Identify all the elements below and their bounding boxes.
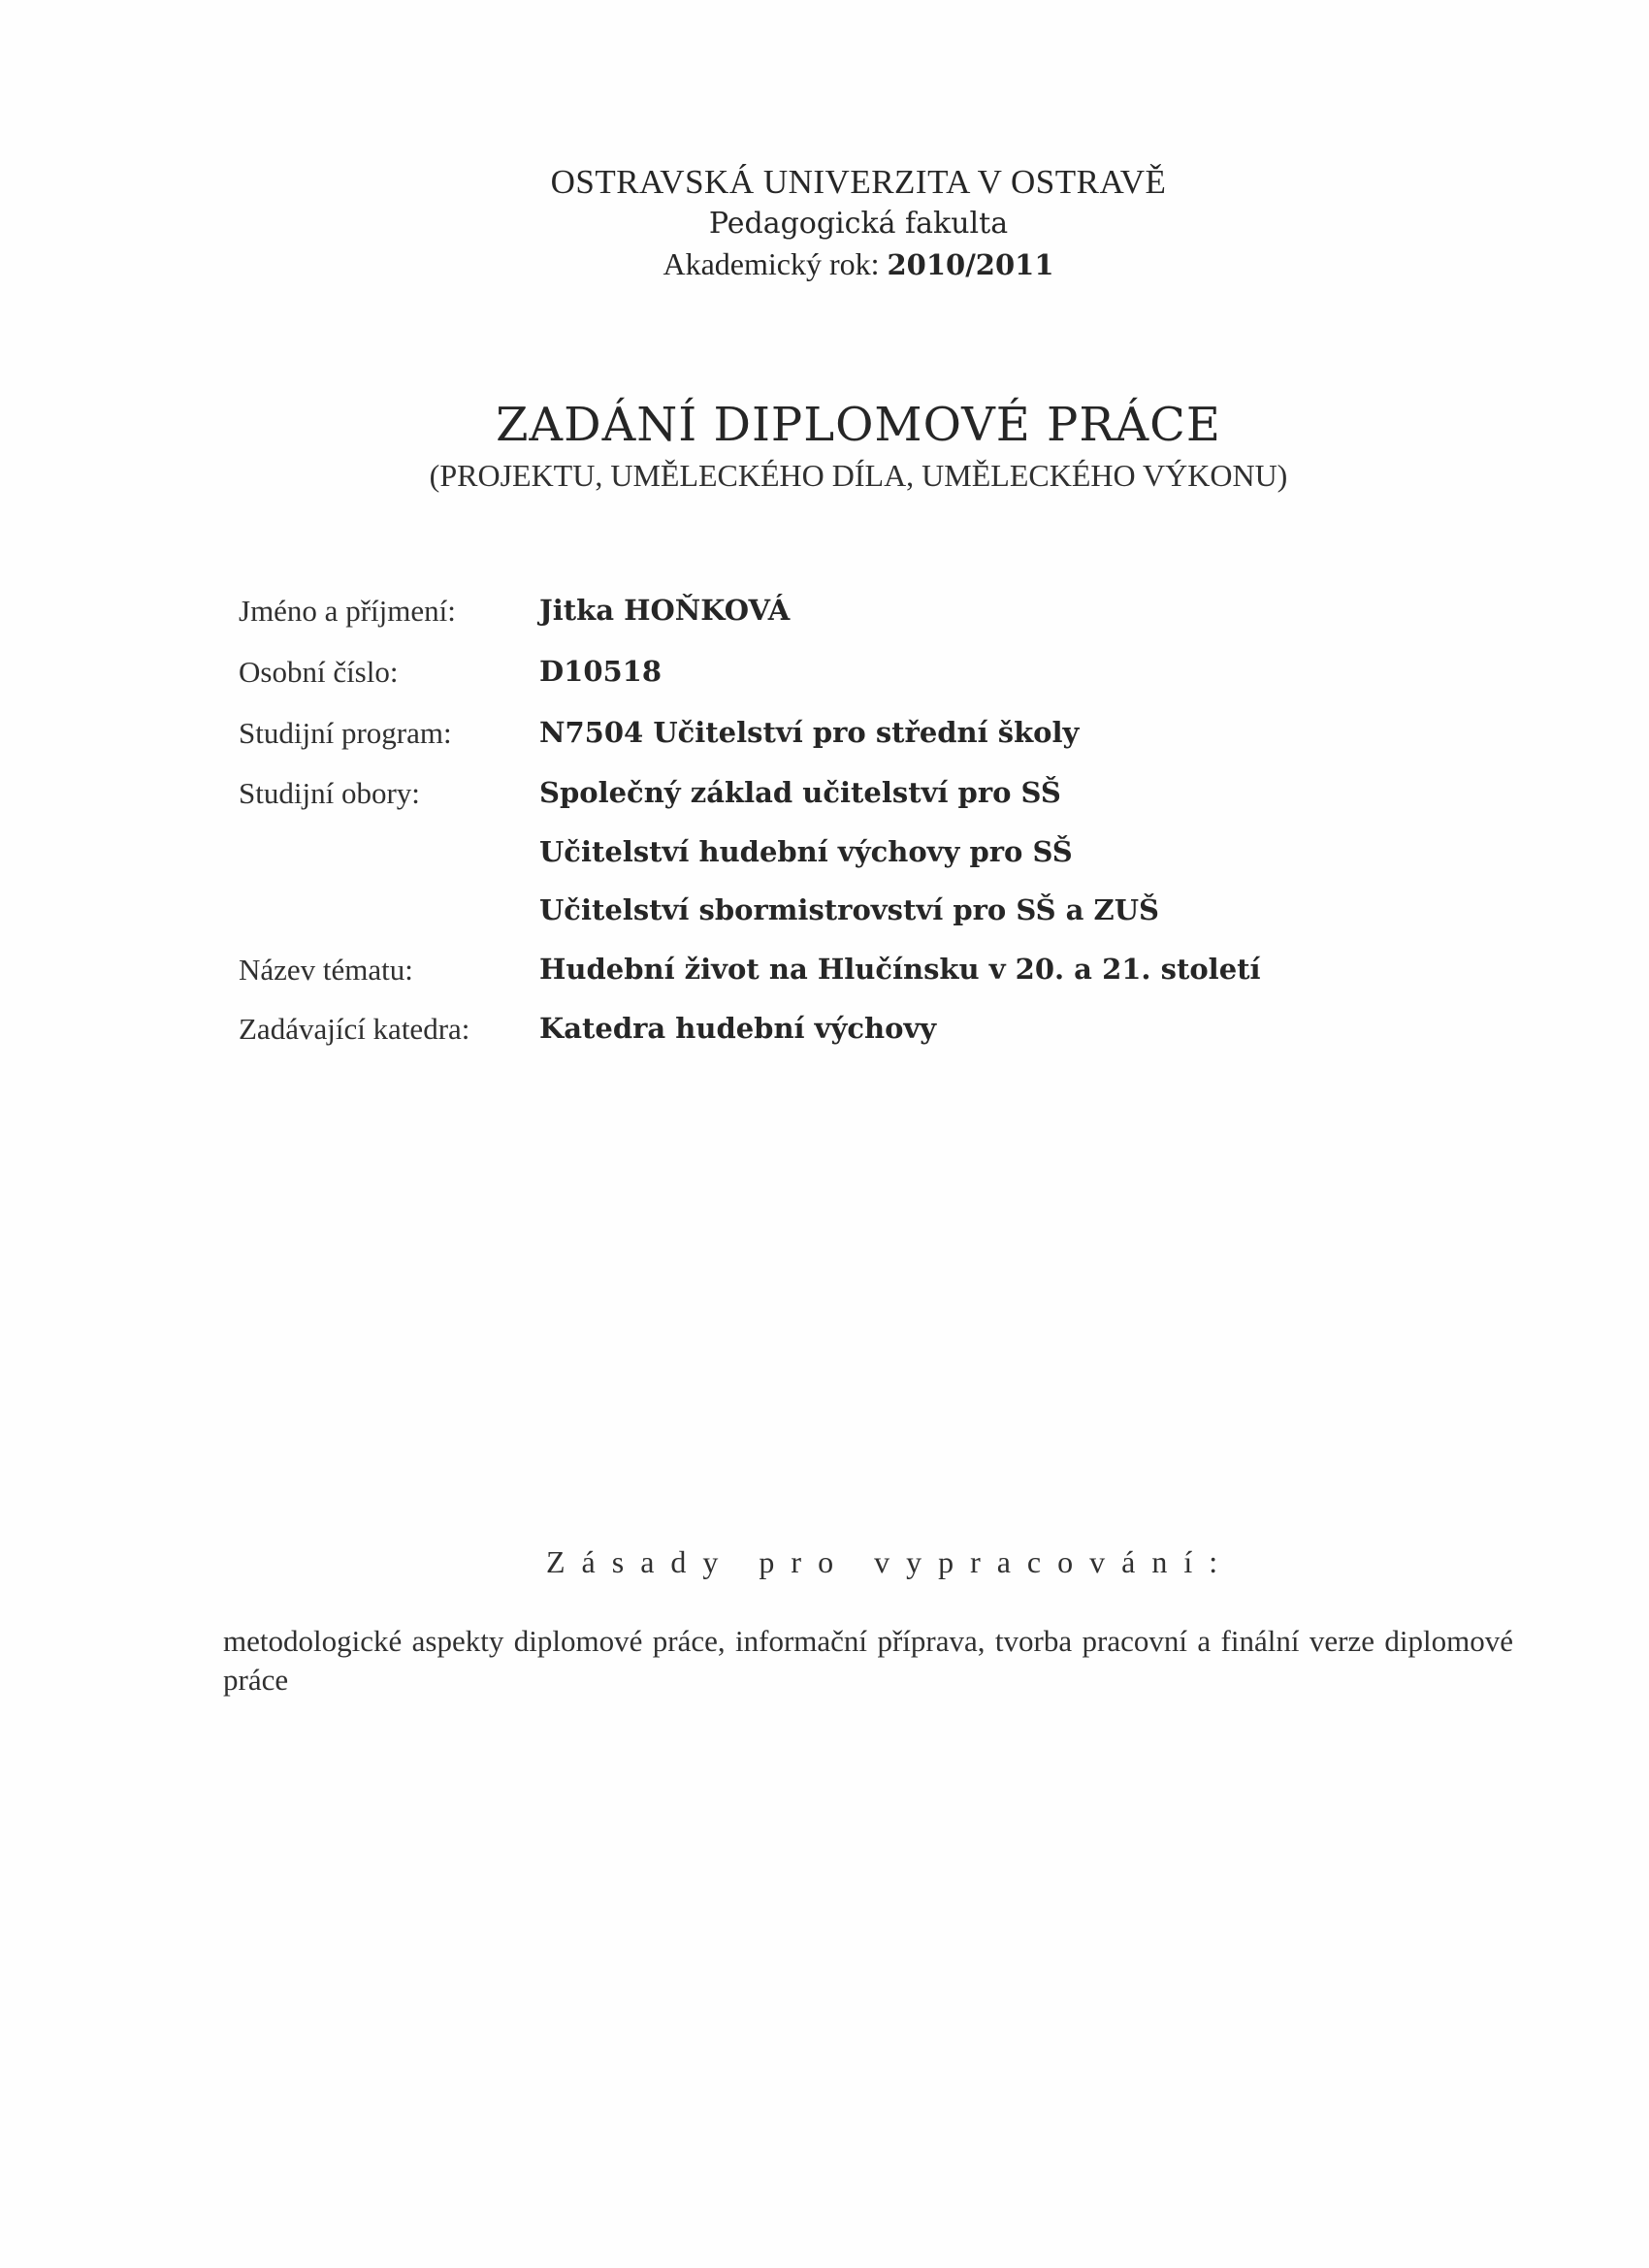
personal-number-value: D10518 xyxy=(539,655,663,688)
faculty-name: Pedagogická fakulta xyxy=(708,207,1009,241)
principles-text: metodologické aspekty diplomové práce, informační příprava, tvorba pracovní a finální verze diplomové práce xyxy=(223,1624,1513,1697)
study-field-item: Učitelství hudební výchovy pro SŠ xyxy=(539,835,1073,868)
topic-label: Název tématu: xyxy=(239,953,413,987)
study-field-item: Společný základ učitelství pro SŠ xyxy=(539,776,1061,809)
topic-value: Hudební život na Hlučínsku v 20. a 21. století xyxy=(539,953,1261,986)
academic-year xyxy=(0,246,1649,282)
document-title: ZADÁNÍ DIPLOMOVÉ PRÁCE xyxy=(496,398,1221,452)
study-fields-label: Studijní obory: xyxy=(239,776,420,810)
academic-year-value: 2010/2011 xyxy=(887,248,1054,281)
name-value: Jitka HOŇKOVÁ xyxy=(539,594,791,627)
personal-number-label: Osobní číslo: xyxy=(239,655,399,689)
name-label: Jméno a příjmení: xyxy=(239,594,456,628)
principles-heading: Zásady pro vypracování: xyxy=(546,1544,1235,1579)
study-program-label: Studijní program: xyxy=(239,716,452,750)
study-program-value: N7504 Učitelství pro střední školy xyxy=(539,716,1080,749)
document-subtitle: (PROJEKTU, UMĚLECKÉHO DÍLA, UMĚLECKÉHO VÝKONU) xyxy=(429,458,1288,493)
study-field-item: Učitelství sbormistrovství pro SŠ a ZUŠ xyxy=(539,893,1159,926)
department-value: Katedra hudební výchovy xyxy=(539,1012,937,1045)
department-label: Zadávající katedra: xyxy=(239,1012,470,1046)
academic-year-label: Akademický rok: xyxy=(663,246,880,281)
university-name: OSTRAVSKÁ UNIVERZITA V OSTRAVĚ xyxy=(550,163,1167,201)
